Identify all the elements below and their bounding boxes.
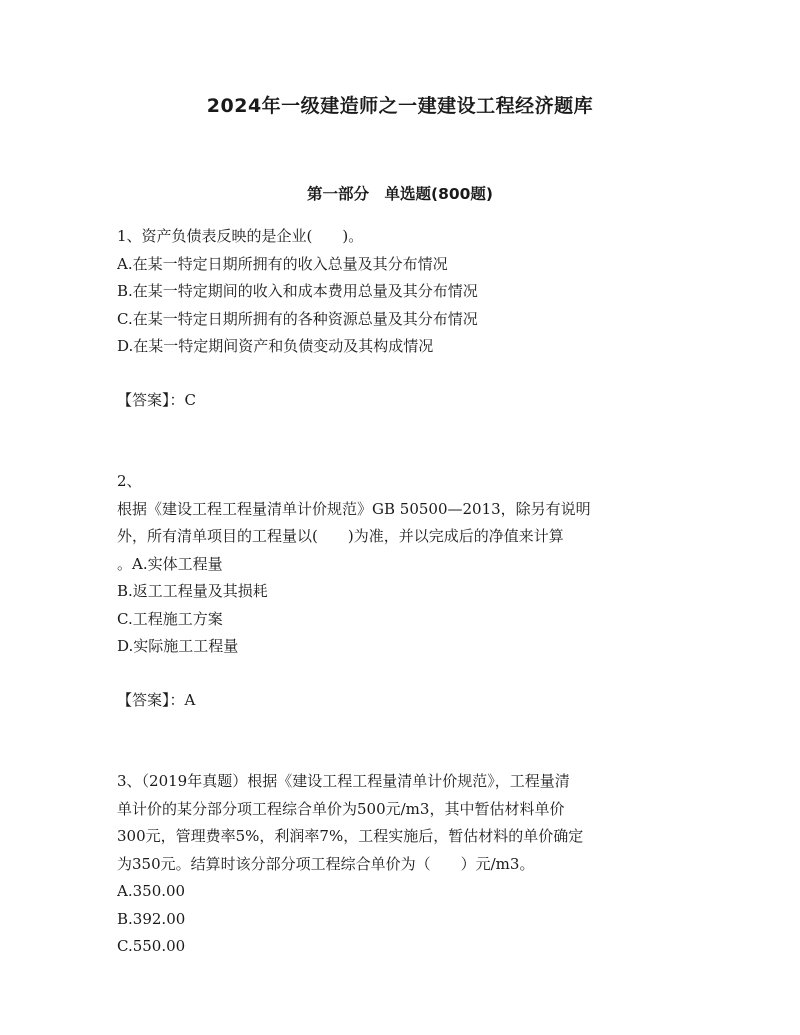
question-list — [117, 223, 692, 961]
question-stem-line: 。A.实体工程量 — [117, 554, 223, 573]
option-a: A.在某一特定日期所拥有的收入总量及其分布情况 — [117, 254, 448, 273]
question-stem-line: 单计价的某分部分项工程综合单价为500元/m3，其中暂估材料单价 — [117, 799, 565, 818]
option-c: C.工程施工方案 — [117, 609, 223, 628]
option-c: C.在某一特定日期所拥有的各种资源总量及其分布情况 — [117, 309, 478, 328]
option-d: D.实际施工工程量 — [117, 637, 239, 655]
question-stem-line: 3、（2019年真题）根据《建设工程工程量清单计价规范》，工程量清 — [117, 772, 570, 790]
question-stem-line: 根据《建设工程工程量清单计价规范》GB 50500—2013，除另有说明 — [117, 499, 591, 518]
option-b: B.392.00 — [117, 909, 186, 928]
question-2 — [117, 468, 692, 714]
option-b: B.在某一特定期间的收入和成本费用总量及其分布情况 — [117, 282, 478, 300]
answer-line: 【答案】：A — [117, 690, 196, 709]
option-b: B.返工工程量及其损耗 — [117, 582, 268, 600]
section-heading: 第一部分 单选题(800题) — [306, 185, 494, 203]
question-1 — [117, 223, 692, 414]
answer-line: 【答案】：C — [117, 390, 196, 409]
question-stem-line: 为350元。结算时该分部分项工程综合单价为（ ）元/m3。 — [117, 854, 535, 873]
option-a: A.350.00 — [117, 882, 186, 900]
question-stem-line: 外，所有清单项目的工程量以( )为准，并以完成后的净值来计算 — [117, 527, 564, 545]
question-stem-line: 1、资产负债表反映的是企业( )。 — [117, 227, 364, 245]
document-title: 2024年一级建造师之一建建设工程经济题库 — [206, 95, 594, 117]
option-c: C.550.00 — [117, 937, 186, 955]
question-number: 2、 — [117, 472, 142, 490]
question-3 — [117, 768, 692, 961]
question-stem-line: 300元，管理费率5%，利润率7%，工程实施后，暂估材料的单价确定 — [117, 827, 584, 845]
option-d: D.在某一特定期间资产和负债变动及其构成情况 — [117, 337, 434, 355]
